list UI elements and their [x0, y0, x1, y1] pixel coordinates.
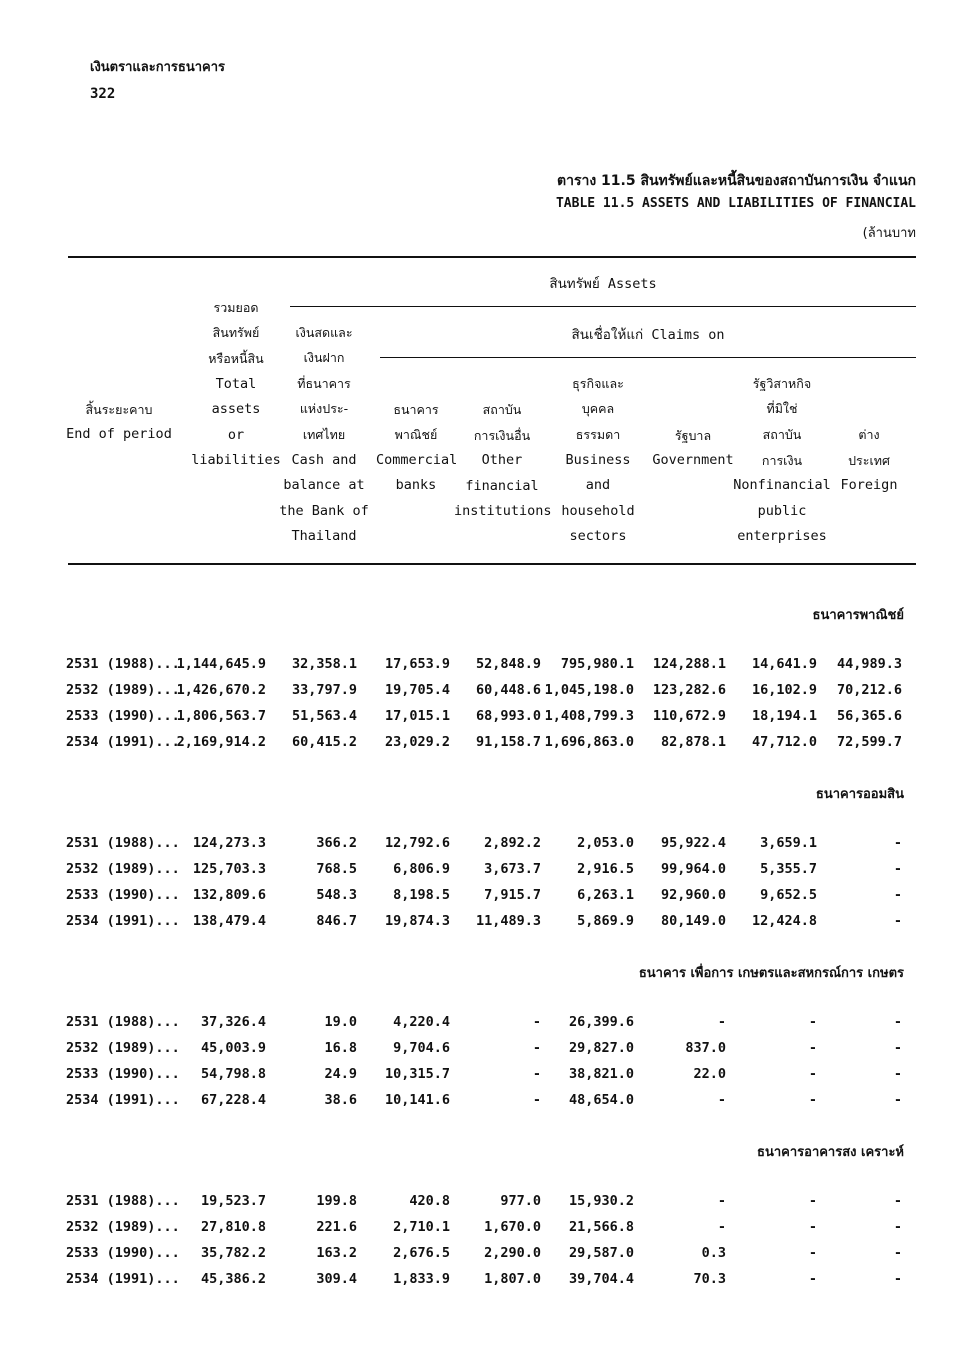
table-cell-commercial-banks: 8,198.5 [393, 887, 450, 903]
table-cell-government: 837.0 [685, 1040, 726, 1056]
table-cell-government: - [717, 1193, 726, 1209]
table-cell-business-household: 39,704.4 [568, 1271, 634, 1287]
claims-group-rule [380, 357, 916, 358]
table-cell-government: 110,672.9 [652, 708, 726, 724]
column-header-thai-line: ธนาคาร [393, 401, 439, 417]
column-header-thai-line: รัฐบาล [674, 427, 712, 443]
table-row [0, 887, 966, 913]
table-cell-foreign: - [893, 1014, 902, 1030]
table-cell-total-assets: 45,003.9 [200, 1040, 266, 1056]
table-cell-total-assets: 1,426,670.2 [176, 682, 266, 698]
column-header-english-line: Business [565, 451, 631, 468]
table-cell-commercial-banks: 1,833.9 [393, 1271, 450, 1287]
table-cell-total-assets: 125,703.3 [192, 861, 266, 877]
table-cell-commercial-banks: 17,653.9 [384, 656, 450, 672]
table-cell-other-financial: 1,807.0 [484, 1271, 541, 1287]
table-cell-nonfinancial-public: - [808, 1271, 817, 1287]
table-cell-foreign: - [893, 887, 902, 903]
column-header-thai-line: สถาบัน [762, 427, 802, 443]
row-period: 2531 (1988)... [66, 656, 180, 672]
table-cell-total-assets: 35,782.2 [200, 1245, 266, 1261]
table-cell-foreign: - [893, 1092, 902, 1108]
table-cell-foreign: 70,212.6 [836, 682, 902, 698]
table-cell-government: - [717, 1014, 726, 1030]
table-cell-foreign: - [893, 1066, 902, 1082]
table-cell-business-household: 1,408,799.3 [544, 708, 634, 724]
column-header-other-financial [454, 397, 550, 525]
table-cell-cash-balance: 221.6 [316, 1219, 357, 1235]
column-header-thai-line: ธุรกิจและ [572, 375, 624, 391]
table-cell-government: 0.3 [701, 1245, 726, 1261]
table-cell-nonfinancial-public: - [808, 1040, 817, 1056]
table-cell-government: 80,149.0 [660, 913, 726, 929]
section-title: ธนาคารออมสิน [815, 787, 904, 802]
row-period: 2534 (1991)... [66, 734, 180, 750]
table-cell-cash-balance: 19.0 [324, 1014, 357, 1030]
table-cell-other-financial: - [532, 1014, 541, 1030]
table-cell-commercial-banks: 9,704.6 [393, 1040, 450, 1056]
column-header-english-line: Nonfinancial [733, 477, 831, 494]
column-header-thai-line: เงินฝาก [303, 350, 345, 366]
table-cell-cash-balance: 548.3 [316, 887, 357, 903]
table-cell-other-financial: 68,993.0 [475, 708, 541, 724]
column-header-english-line: Total [215, 375, 257, 392]
table-cell-other-financial: - [532, 1092, 541, 1108]
table-cell-other-financial: 3,673.7 [484, 861, 541, 877]
column-header-english-line: the Bank of [279, 502, 369, 519]
column-header-english-line: Other [481, 452, 523, 469]
table-cell-government: 82,878.1 [660, 734, 726, 750]
table-cell-nonfinancial-public: - [808, 1014, 817, 1030]
table-cell-nonfinancial-public: 14,641.9 [751, 656, 817, 672]
column-header-thai-line: เทศไทย [302, 427, 346, 443]
table-cell-cash-balance: 846.7 [316, 913, 357, 929]
table-cell-cash-balance: 199.8 [316, 1193, 357, 1209]
section-title: ธนาคาร เพื่อการ เกษตรและสหกรณ์การ เกษตร [638, 966, 904, 981]
table-cell-nonfinancial-public: - [808, 1066, 817, 1082]
table-cell-total-assets: 54,798.8 [200, 1066, 266, 1082]
column-header-english-line: assets [211, 401, 261, 418]
table-cell-total-assets: 27,810.8 [200, 1219, 266, 1235]
assets-group-header: สินทรัพย์ Assets [549, 276, 657, 292]
table-cell-commercial-banks: 2,710.1 [393, 1219, 450, 1235]
table-cell-foreign: - [893, 835, 902, 851]
table-cell-other-financial: - [532, 1066, 541, 1082]
table-cell-nonfinancial-public: 47,712.0 [751, 734, 817, 750]
header-bottom-rule [68, 563, 916, 565]
table-cell-nonfinancial-public: 3,659.1 [760, 835, 817, 851]
column-header-thai-line: ประเทศ [848, 452, 890, 468]
table-cell-nonfinancial-public: 18,194.1 [751, 708, 817, 724]
column-header-english-line: Foreign [840, 477, 898, 494]
table-cell-business-household: 6,263.1 [577, 887, 634, 903]
table-cell-commercial-banks: 10,141.6 [384, 1092, 450, 1108]
column-header-thai-line: แห่งประ- [299, 401, 349, 417]
table-cell-foreign: - [893, 1219, 902, 1235]
column-header-english-line: End of period [66, 426, 172, 443]
page-number: 322 [90, 86, 116, 102]
table-row [0, 1271, 966, 1297]
row-period: 2532 (1989)... [66, 861, 180, 877]
table-cell-cash-balance: 60,415.2 [291, 734, 357, 750]
table-row [0, 656, 966, 682]
table-cell-cash-balance: 163.2 [316, 1245, 357, 1261]
table-cell-other-financial: 91,158.7 [475, 734, 541, 750]
column-header-english-line: institutions [454, 503, 552, 520]
table-row [0, 682, 966, 708]
table-cell-cash-balance: 768.5 [316, 861, 357, 877]
table-cell-foreign: 56,365.6 [836, 708, 902, 724]
table-cell-commercial-banks: 2,676.5 [393, 1245, 450, 1261]
running-header: เงินตราและการธนาคาร [90, 60, 225, 75]
table-row [0, 1014, 966, 1040]
table-row [0, 1092, 966, 1118]
column-header-english-line: Government [652, 452, 734, 469]
column-header-foreign [832, 422, 906, 499]
column-header-english-line: household [561, 502, 635, 519]
table-cell-commercial-banks: 19,874.3 [384, 913, 450, 929]
column-header-english-line: banks [395, 477, 437, 494]
table-cell-other-financial: 2,892.2 [484, 835, 541, 851]
column-header-english-line: public [757, 502, 807, 519]
claims-group-header: สินเชื่อให้แก่ Claims on [571, 327, 725, 343]
table-cell-cash-balance: 16.8 [324, 1040, 357, 1056]
column-header-thai-line: ที่ธนาคาร [297, 375, 351, 391]
table-row [0, 913, 966, 939]
row-period: 2532 (1989)... [66, 1219, 180, 1235]
column-header-thai-line: สินทรัพย์ [212, 325, 260, 341]
table-cell-business-household: 1,696,863.0 [544, 734, 634, 750]
table-cell-foreign: 72,599.7 [836, 734, 902, 750]
table-cell-government: 95,922.4 [660, 835, 726, 851]
table-cell-commercial-banks: 420.8 [409, 1193, 450, 1209]
column-header-english-line: liabilities [191, 452, 281, 469]
table-row [0, 1040, 966, 1066]
table-unit: (ล้านบาท [862, 226, 916, 241]
row-period: 2533 (1990)... [66, 1245, 180, 1261]
table-cell-nonfinancial-public: 16,102.9 [751, 682, 817, 698]
table-cell-government: - [717, 1092, 726, 1108]
table-title-thai: ตาราง 11.5 สินทรัพย์และหนี้สินของสถาบันการเงิน จำแนก [556, 173, 916, 189]
table-cell-other-financial: 2,290.0 [484, 1245, 541, 1261]
column-header-total-assets [186, 295, 286, 474]
table-cell-commercial-banks: 10,315.7 [384, 1066, 450, 1082]
table-cell-business-household: 48,654.0 [568, 1092, 634, 1108]
table-cell-other-financial: 60,448.6 [475, 682, 541, 698]
column-header-thai-line: สิ้นระยะคาบ [85, 401, 153, 417]
row-period: 2531 (1988)... [66, 1193, 180, 1209]
table-cell-foreign: - [893, 1193, 902, 1209]
table-cell-commercial-banks: 17,015.1 [384, 708, 450, 724]
table-cell-other-financial: 1,670.0 [484, 1219, 541, 1235]
column-header-government [648, 423, 738, 474]
table-cell-cash-balance: 309.4 [316, 1271, 357, 1287]
column-header-commercial-banks [376, 397, 456, 499]
table-cell-total-assets: 138,479.4 [192, 913, 266, 929]
table-cell-business-household: 26,399.6 [568, 1014, 634, 1030]
table-cell-other-financial: - [532, 1040, 541, 1056]
table-row [0, 1066, 966, 1092]
table-row [0, 1193, 966, 1219]
column-header-thai-line: บุคคล [581, 401, 615, 417]
row-period: 2533 (1990)... [66, 1066, 180, 1082]
table-row [0, 861, 966, 887]
column-header-english-line: Cash and [291, 451, 357, 468]
row-period: 2532 (1989)... [66, 1040, 180, 1056]
table-cell-government: 124,288.1 [652, 656, 726, 672]
table-cell-business-household: 795,980.1 [560, 656, 634, 672]
table-cell-total-assets: 67,228.4 [200, 1092, 266, 1108]
table-cell-business-household: 21,566.8 [568, 1219, 634, 1235]
table-row [0, 1219, 966, 1245]
table-cell-cash-balance: 24.9 [324, 1066, 357, 1082]
table-cell-other-financial: 7,915.7 [484, 887, 541, 903]
table-cell-government: 99,964.0 [660, 861, 726, 877]
table-cell-commercial-banks: 23,029.2 [384, 734, 450, 750]
table-cell-other-financial: 977.0 [500, 1193, 541, 1209]
column-header-english-line: Thailand [291, 528, 357, 545]
table-cell-business-household: 15,930.2 [568, 1193, 634, 1209]
column-header-english-line: enterprises [737, 528, 827, 545]
table-cell-government: 22.0 [693, 1066, 726, 1082]
row-period: 2531 (1988)... [66, 835, 180, 851]
column-header-thai-line: รัฐวิสาหกิจ [752, 375, 812, 391]
table-cell-commercial-banks: 6,806.9 [393, 861, 450, 877]
column-header-nonfinancial-public [732, 371, 832, 550]
table-cell-cash-balance: 38.6 [324, 1092, 357, 1108]
table-cell-foreign: 44,989.3 [836, 656, 902, 672]
row-period: 2531 (1988)... [66, 1014, 180, 1030]
row-period: 2533 (1990)... [66, 887, 180, 903]
table-cell-total-assets: 132,809.6 [192, 887, 266, 903]
column-header-thai-line: การเงินอื่น [473, 427, 531, 443]
table-cell-other-financial: 11,489.3 [475, 913, 541, 929]
table-cell-commercial-banks: 19,705.4 [384, 682, 450, 698]
table-cell-government: - [717, 1219, 726, 1235]
column-header-thai-line: พาณิชย์ [394, 427, 438, 443]
table-cell-cash-balance: 51,563.4 [291, 708, 357, 724]
table-cell-government: 70.3 [693, 1271, 726, 1287]
column-header-thai-line: หรือหนี้สิน [208, 351, 264, 367]
table-cell-business-household: 2,916.5 [577, 861, 634, 877]
column-header-thai-line: สถาบัน [482, 402, 522, 418]
table-cell-total-assets: 1,806,563.7 [176, 708, 266, 724]
column-header-english-line: and [585, 477, 611, 494]
row-period: 2532 (1989)... [66, 682, 180, 698]
table-cell-business-household: 1,045,198.0 [544, 682, 634, 698]
table-cell-business-household: 5,869.9 [577, 913, 634, 929]
table-row [0, 835, 966, 861]
table-row [0, 734, 966, 760]
table-cell-nonfinancial-public: 5,355.7 [760, 861, 817, 877]
row-period: 2534 (1991)... [66, 1092, 180, 1108]
table-cell-government: 92,960.0 [660, 887, 726, 903]
table-cell-cash-balance: 32,358.1 [291, 656, 357, 672]
column-header-english-line: sectors [569, 528, 627, 545]
column-header-english-line: Commercial [376, 451, 458, 468]
table-cell-nonfinancial-public: 12,424.8 [751, 913, 817, 929]
table-cell-total-assets: 37,326.4 [200, 1014, 266, 1030]
table-cell-foreign: - [893, 1040, 902, 1056]
table-cell-commercial-banks: 12,792.6 [384, 835, 450, 851]
table-cell-foreign: - [893, 913, 902, 929]
table-cell-total-assets: 45,386.2 [200, 1271, 266, 1287]
table-cell-commercial-banks: 4,220.4 [393, 1014, 450, 1030]
table-cell-foreign: - [893, 1271, 902, 1287]
column-header-business-household [556, 371, 640, 550]
table-cell-total-assets: 2,169,914.2 [176, 734, 266, 750]
table-cell-total-assets: 1,144,645.9 [176, 656, 266, 672]
table-top-rule [68, 256, 916, 258]
table-cell-total-assets: 19,523.7 [200, 1193, 266, 1209]
table-cell-cash-balance: 33,797.9 [291, 682, 357, 698]
table-cell-cash-balance: 366.2 [316, 835, 357, 851]
row-period: 2534 (1991)... [66, 913, 180, 929]
table-cell-other-financial: 52,848.9 [475, 656, 541, 672]
table-cell-business-household: 29,587.0 [568, 1245, 634, 1261]
table-cell-total-assets: 124,273.3 [192, 835, 266, 851]
table-cell-business-household: 29,827.0 [568, 1040, 634, 1056]
row-period: 2534 (1991)... [66, 1271, 180, 1287]
table-cell-nonfinancial-public: - [808, 1092, 817, 1108]
table-cell-nonfinancial-public: - [808, 1219, 817, 1235]
table-cell-government: 123,282.6 [652, 682, 726, 698]
table-title-english: TABLE 11.5 ASSETS AND LIABILITIES OF FINANCIAL [555, 196, 916, 211]
column-header-thai-line: ธรรมดา [575, 427, 621, 443]
column-header-thai-line: ที่มิใช่ [766, 401, 798, 417]
row-period: 2533 (1990)... [66, 708, 180, 724]
table-cell-business-household: 38,821.0 [568, 1066, 634, 1082]
column-header-cash-balance [278, 320, 370, 550]
table-row [0, 708, 966, 734]
column-header-thai-line: การเงิน [761, 452, 803, 468]
table-cell-foreign: - [893, 861, 902, 877]
column-header-thai-line: เงินสดและ [295, 324, 353, 340]
table-row [0, 1245, 966, 1271]
table-cell-business-household: 2,053.0 [577, 835, 634, 851]
assets-group-rule [290, 306, 916, 307]
table-cell-nonfinancial-public: - [808, 1193, 817, 1209]
column-header-english-line: or [227, 426, 245, 443]
table-cell-nonfinancial-public: 9,652.5 [760, 887, 817, 903]
column-header-english-line: financial [465, 477, 539, 494]
table-cell-foreign: - [893, 1245, 902, 1261]
column-header-english-line: balance at [283, 477, 365, 494]
column-header-thai-line: รวมยอด [213, 299, 259, 315]
table-cell-nonfinancial-public: - [808, 1245, 817, 1261]
column-header-period [62, 397, 176, 448]
column-header-thai-line: ต่าง [858, 427, 880, 443]
section-title: ธนาคารพาณิชย์ [812, 608, 904, 623]
section-title: ธนาคารอาคารสง เคราะห์ [757, 1145, 904, 1160]
